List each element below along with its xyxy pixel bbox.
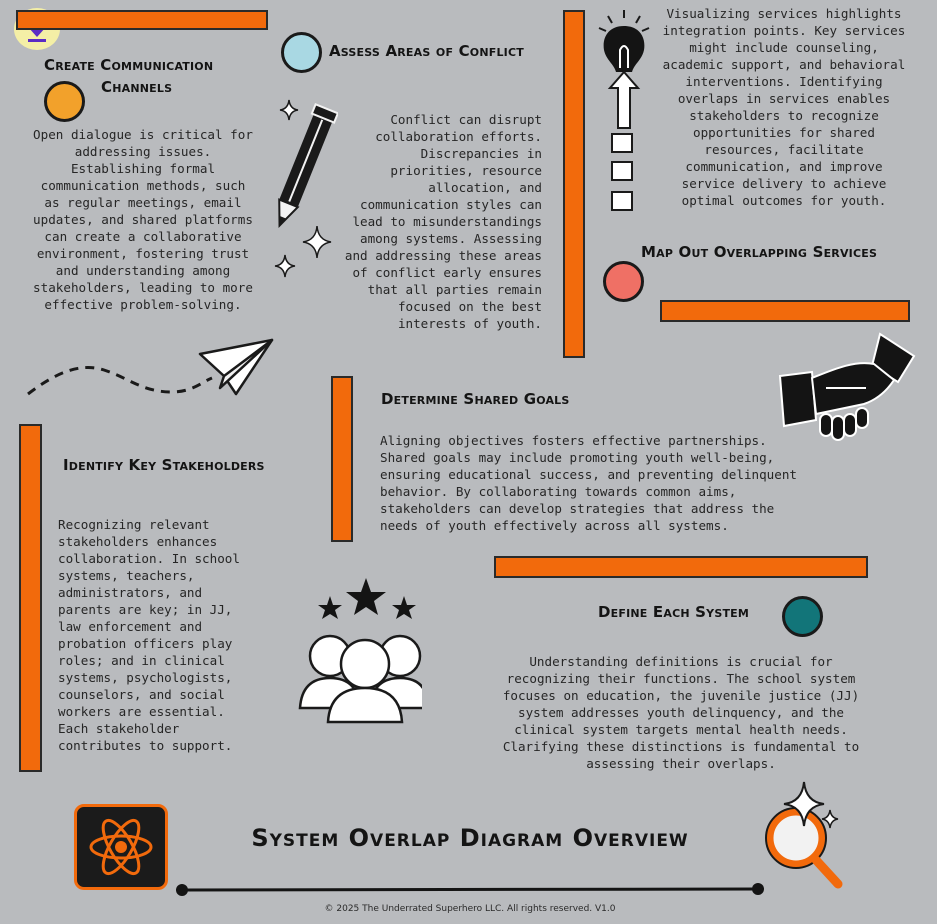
communication-circle (44, 81, 85, 122)
left-vertical-bar (19, 424, 42, 772)
top-left-bar (16, 10, 268, 30)
services-title: Map Out Overlapping Services (641, 243, 878, 261)
main-title: System Overlap Diagram Overview (251, 824, 689, 852)
define-bar (494, 556, 868, 578)
sparkle-icon (279, 99, 299, 121)
goals-title: Determine Shared Goals (381, 390, 570, 408)
communication-title-line1: Create Communication (44, 56, 214, 74)
paper-plane-icon (24, 336, 276, 400)
title-underline (174, 880, 766, 900)
copyright: © 2025 The Underrated Superhero LLC. All rights reserved. V1.0 (324, 904, 616, 914)
top-middle-vertical-bar (563, 10, 585, 358)
magnifier-icon (760, 780, 850, 892)
sparkle-icon (302, 225, 332, 259)
atom-icon (77, 807, 165, 887)
conflict-body: Conflict can disrupt collaboration efforts. Discrepancies in priorities, resource allocation, and communication styles can lead to misunderstandings among systems. Assessing and addressing these areas of conflict early ensures that all parties remain focused on the best interests of youth. (344, 112, 542, 331)
stakeholders-title: Identify Key Stakeholders (63, 456, 265, 474)
define-circle (782, 596, 823, 637)
lightbulb-icon (596, 8, 652, 216)
conflict-title: Assess Areas of Conflict (329, 42, 524, 60)
atom-logo (74, 804, 168, 890)
team-icon (296, 576, 422, 724)
pencil-icon (266, 100, 338, 240)
define-title: Define Each System (598, 603, 750, 621)
goals-body: Aligning objectives fosters effective partnerships. Shared goals may include promoting youth well-being, ensuring educational success, and preventing delinquent behavior. By collaborating towards common aims, stakeholders can develop strategies that address the needs of youth effectively across all systems. (380, 433, 798, 533)
conflict-circle (281, 32, 322, 73)
communication-title-line2: Channels (101, 78, 173, 96)
services-circle (603, 261, 644, 302)
goals-vertical-bar (331, 376, 353, 542)
services-bar (660, 300, 910, 322)
define-body: Understanding definitions is crucial for recognizing their functions. The school system focuses on education, the juvenile justice (JJ) system addresses youth delinquency, and the clinical system targets mental health needs. Clarifying these distinctions is fundamental to assessing their overlaps. (502, 654, 860, 771)
handshake-icon (776, 330, 916, 444)
communication-body: Open dialogue is critical for addressing issues. Establishing formal communication methods, such as regular meetings, email updates, and shared platforms can create a collaborative environment, fostering trust and understanding among stakeholders, leading to more effective problem-solving. (33, 127, 253, 312)
sparkle-icon (274, 254, 296, 278)
services-body: Visualizing services highlights integration points. Key services might include counseling, academic support, and behavioral interventions. Identifying overlaps in services enables stakeholders to recognize opportunities for shared resources, facilitate communication, and improve service delivery to achieve optimal outcomes for youth. (662, 6, 906, 208)
stakeholders-body: Recognizing relevant stakeholders enhances collaboration. In school systems, teachers, administrators, and parents are key; in JJ, law enforcement and probation officers play roles; and in clinical systems, psychologists, counselors, and social workers are essential. Each stakeholder contributes to support. (58, 517, 240, 753)
